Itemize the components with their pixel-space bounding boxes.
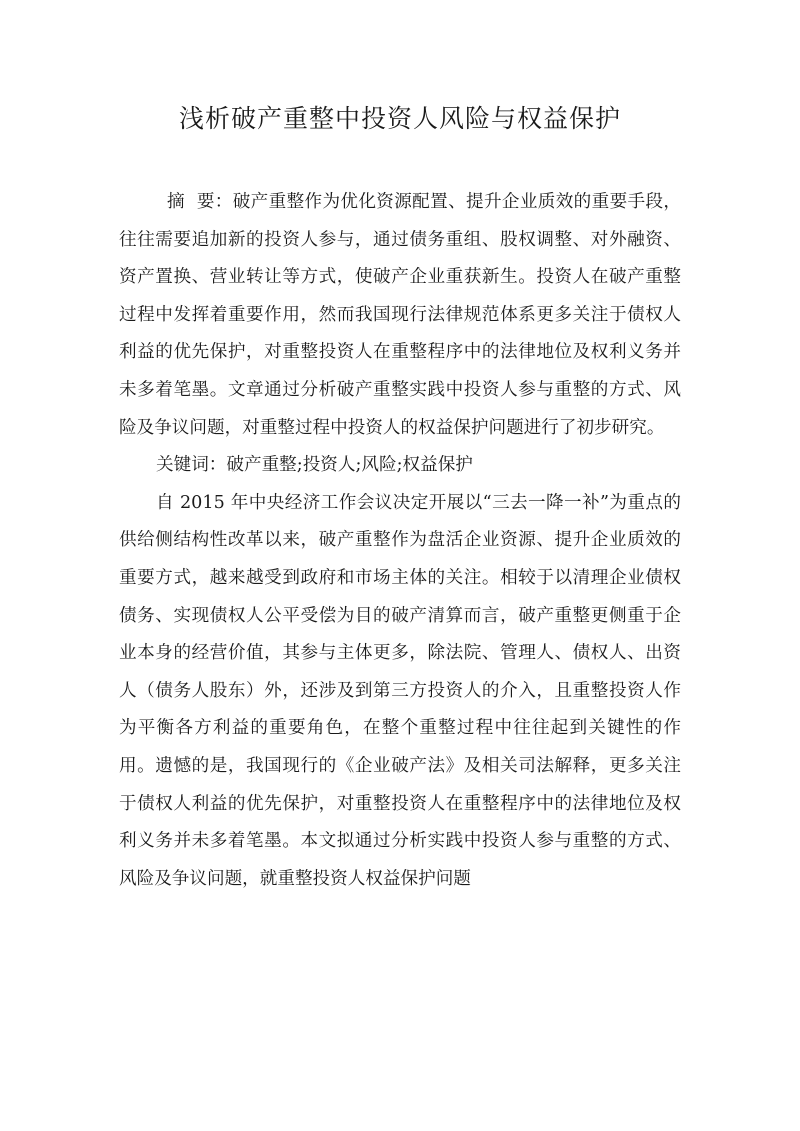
abstract-text: 破产重整作为优化资源配置、提升企业质效的重要手段，往往需要追加新的投资人参与，通过债务重组、股权调整、对外融资、资产置换、营业转让等方式，使破产企业重获新生。投资人在破产重整过程中发挥着重要作用，然而我国现行法律规范体系更多关注于债权人利益的优先保护，对重整投资人在重整程序中的法律地位及权利义务并未多着笔墨。文章通过分析破产重整实践中投资人参与重整的方式、风险及争议问题，对重整过程中投资人的权益保护问题进行了初步研究。 xyxy=(119,192,681,438)
document-body xyxy=(119,184,681,898)
abstract-paragraph xyxy=(119,184,681,447)
intro-paragraph: 自 2015 年中央经济工作会议决定开展以“三去一降一补”为重点的供给侧结构性改革以来，破产重整作为盘活企业资源、提升企业质效的重要方式，越来越受到政府和市场主体的关注。相较于以清理企业债权债务、实现债权人公平受偿为目的破产清算而言，破产重整更侧重于企业本身的经营价值，其参与主体更多，除法院、管理人、债权人、出资人（债务人股东）外，还涉及到第三方投资人的介入，且重整投资人作为平衡各方利益的重要角色，在整个重整过程中往往起到关键性的作用。遗憾的是，我国现行的《企业破产法》及相关司法解释，更多关注于债权人利益的优先保护，对重整投资人在重整程序中的法律地位及权利义务并未多着笔墨。本文拟通过分析实践中投资人参与重整的方式、风险及争议问题，就重整投资人权益保护问题 xyxy=(119,492,681,889)
keywords-label: 关键词： xyxy=(156,455,227,476)
document-title: 浅析破产重整中投资人风险与权益保护 xyxy=(178,104,621,133)
keywords-paragraph xyxy=(119,447,681,485)
keywords-text: 破产重整;投资人;风险;权益保护 xyxy=(226,455,473,476)
abstract-label: 摘 要： xyxy=(167,192,233,212)
